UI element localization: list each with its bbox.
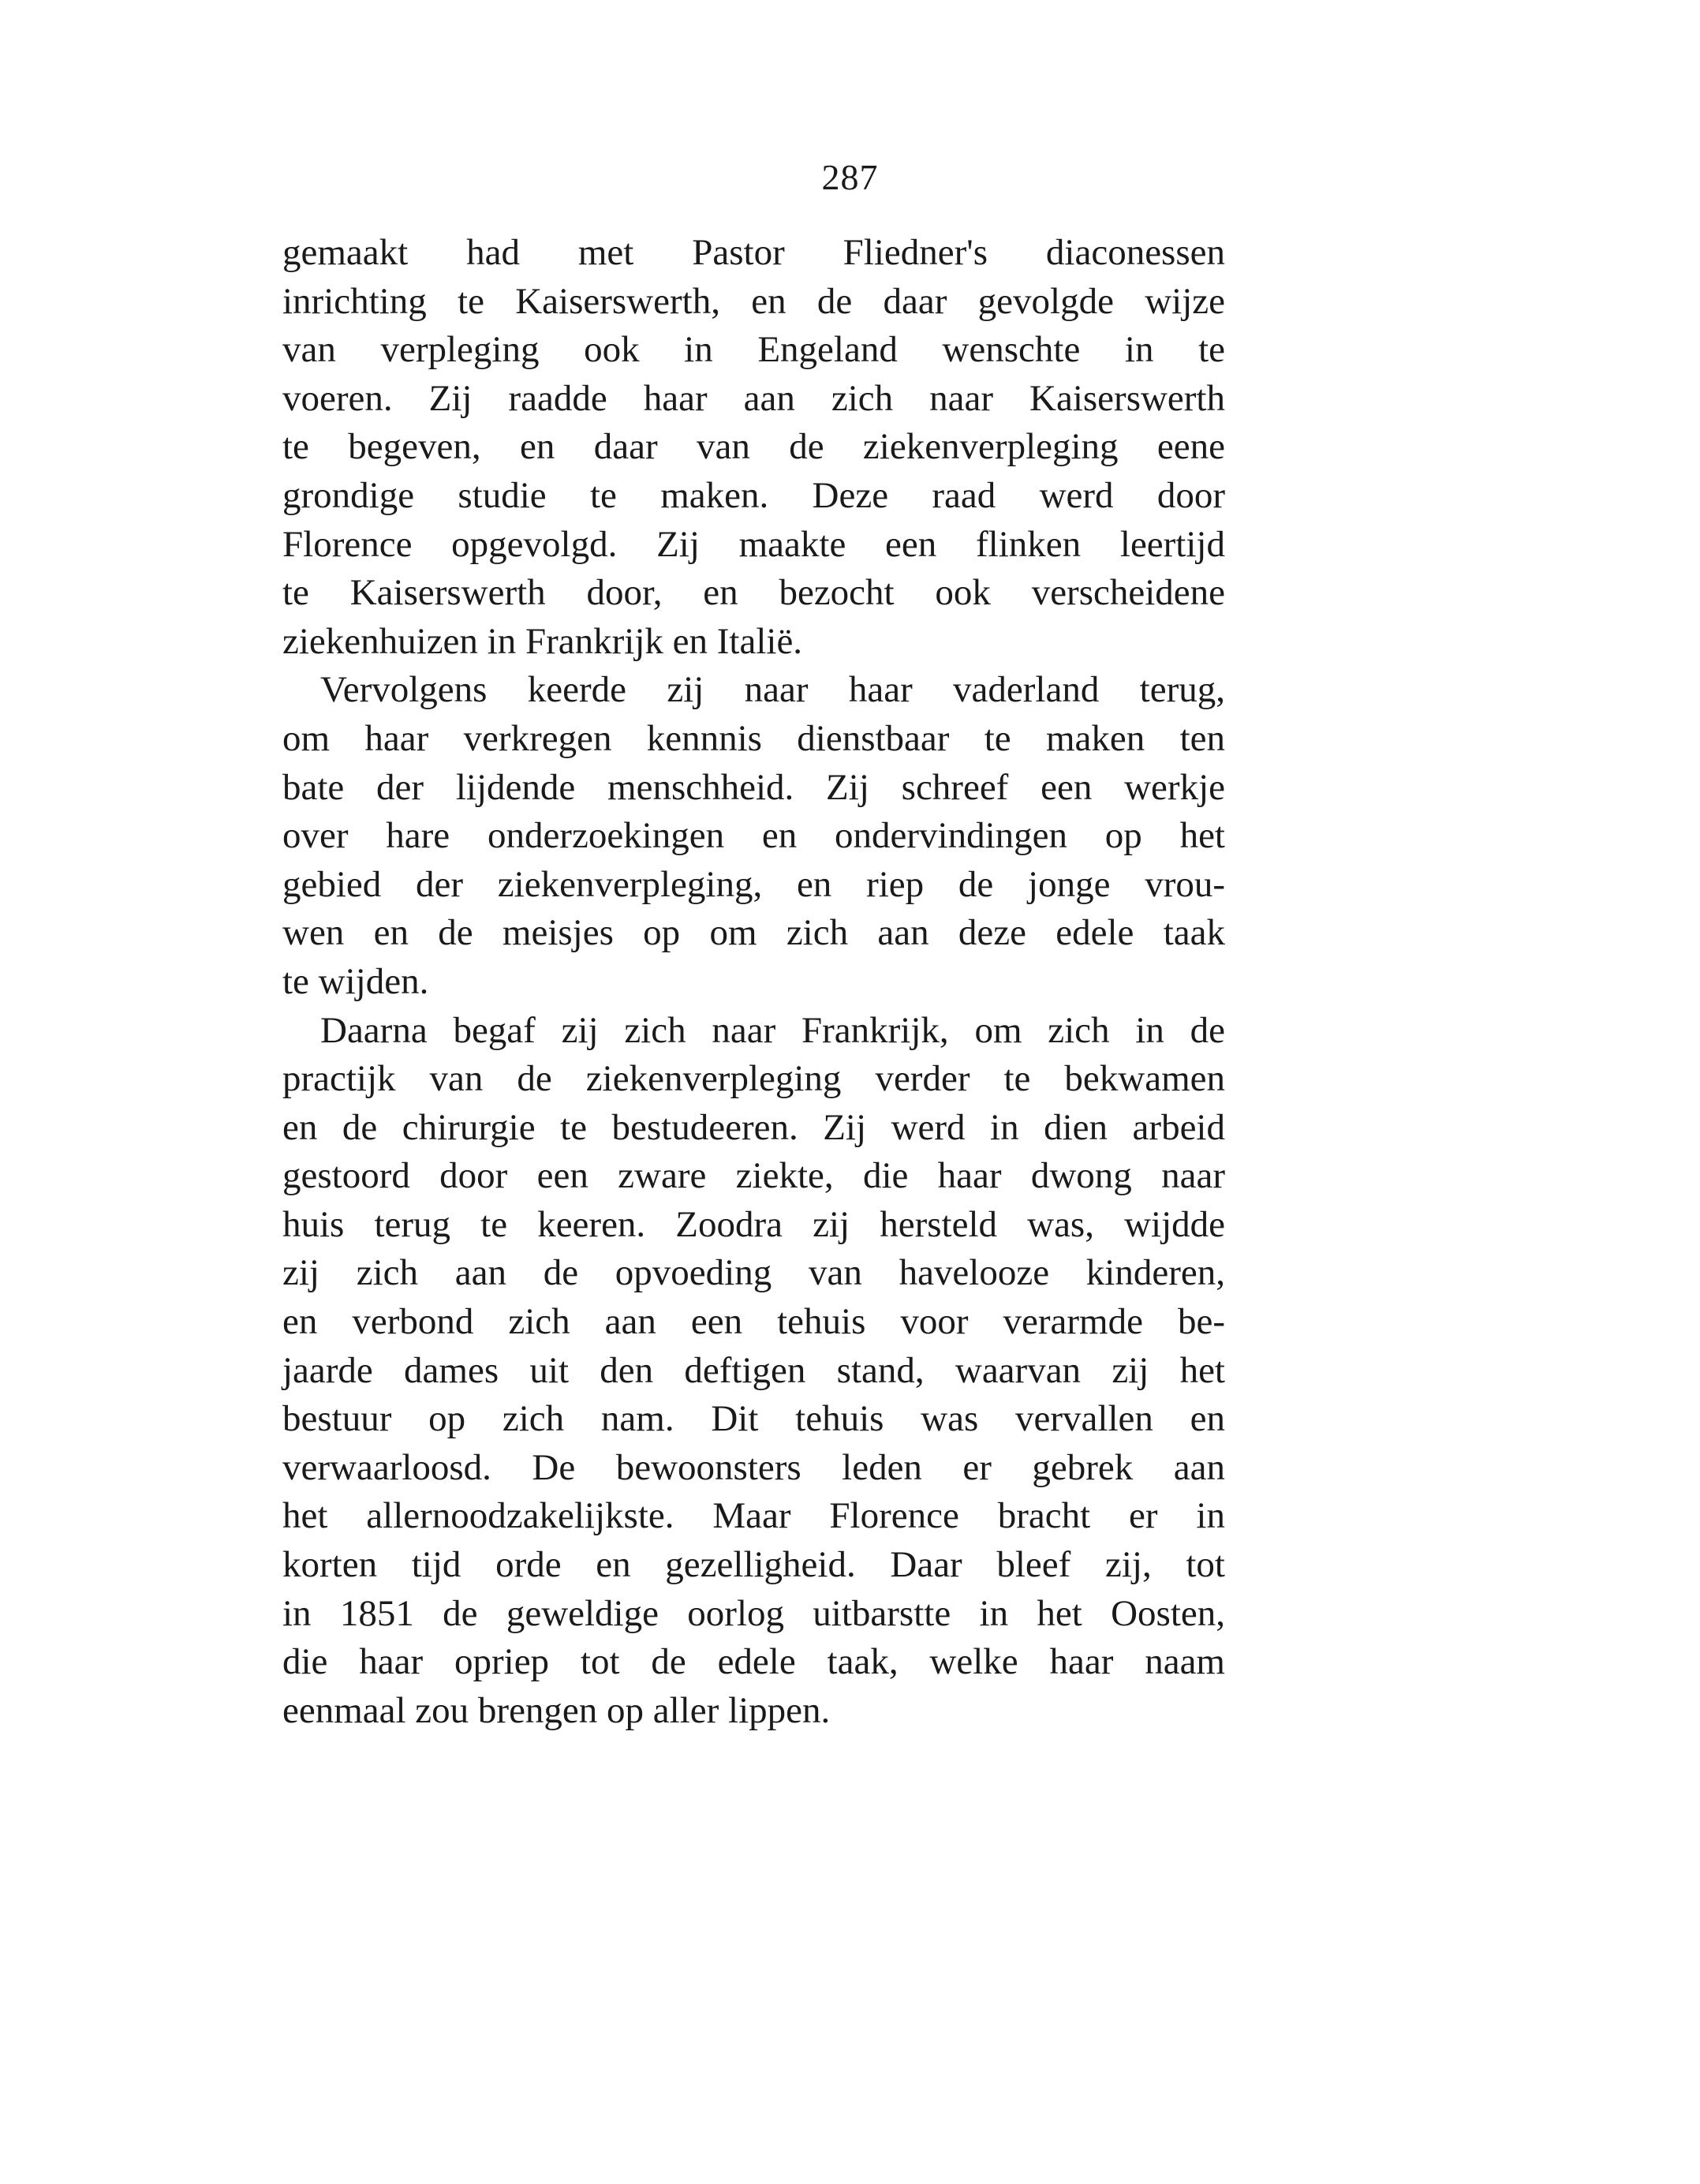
paragraph [282, 666, 1225, 1006]
text-line: te Kaiserswerth door, en bezocht ook verscheidene [282, 572, 1225, 614]
text-line: eenmaal zou brengen op aller lippen. [282, 1689, 831, 1731]
text-line: bestuur op zich nam. Dit tehuis was vervallen en [282, 1398, 1225, 1440]
page-number: 287 [821, 157, 879, 197]
text-line: jaarde dames uit den deftigen stand, waarvan zij het [282, 1349, 1225, 1391]
paragraph [282, 229, 1225, 666]
text-line: voeren. Zij raadde haar aan zich naar Kaiserswerth [282, 377, 1225, 419]
text-line: in 1851 de geweldige oorlog uitbarstte in het Oosten, [282, 1592, 1225, 1634]
text-line: en de chirurgie te bestudeeren. Zij werd in dien arbeid [282, 1106, 1225, 1148]
text-line: en verbond zich aan een tehuis voor verarmde be- [282, 1301, 1225, 1343]
text-line: grondige studie te maken. Deze raad werd door [282, 474, 1225, 516]
text-line: zij zich aan de opvoeding van havelooze kinderen, [282, 1252, 1225, 1294]
text-line: Daarna begaf zij zich naar Frankrijk, om zich in de [320, 1009, 1225, 1051]
body-text [282, 229, 1225, 1735]
text-line: die haar opriep tot de edele taak, welke haar naam [282, 1641, 1225, 1683]
text-line: huis terug te keeren. Zoodra zij hersteld was, wijdde [282, 1203, 1225, 1245]
text-line: verwaarloosd. De bewoonsters leden er gebrek aan [282, 1446, 1225, 1488]
text-line: wen en de meisjes op om zich aan deze edele taak [282, 912, 1225, 954]
text-line: korten tijd orde en gezelligheid. Daar bleef zij, tot [282, 1544, 1225, 1586]
text-line: practijk van de ziekenverpleging verder te bekwamen [282, 1058, 1225, 1100]
text-line: bate der lijdende menschheid. Zij schreef een werkje [282, 766, 1225, 808]
text-line: gestoord door een zware ziekte, die haar dwong naar [282, 1155, 1225, 1197]
text-line: gebied der ziekenverpleging, en riep de jonge vrou- [282, 863, 1225, 905]
text-line: gemaakt had met Pastor Fliedner's diaconessen [282, 232, 1225, 273]
text-line: van verpleging ook in Engeland wenschte in te [282, 329, 1225, 371]
text-line: Florence opgevolgd. Zij maakte een flinken leertijd [282, 523, 1225, 565]
paragraph [282, 1007, 1225, 1736]
text-line: om haar verkregen kennnis dienstbaar te maken ten [282, 717, 1225, 759]
text-line: inrichting te Kaiserswerth, en de daar gevolgde wijze [282, 280, 1225, 322]
text-line: te wijden. [282, 960, 429, 1002]
text-line: te begeven, en daar van de ziekenverpleging eene [282, 426, 1225, 468]
text-line: over hare onderzoekingen en ondervindingen op het [282, 815, 1225, 857]
text-line: het allernoodzakelijkste. Maar Florence bracht er in [282, 1495, 1225, 1537]
text-line: Vervolgens keerde zij naar haar vaderland terug, [320, 669, 1225, 711]
text-line: ziekenhuizen in Frankrijk en Italië. [282, 620, 803, 662]
